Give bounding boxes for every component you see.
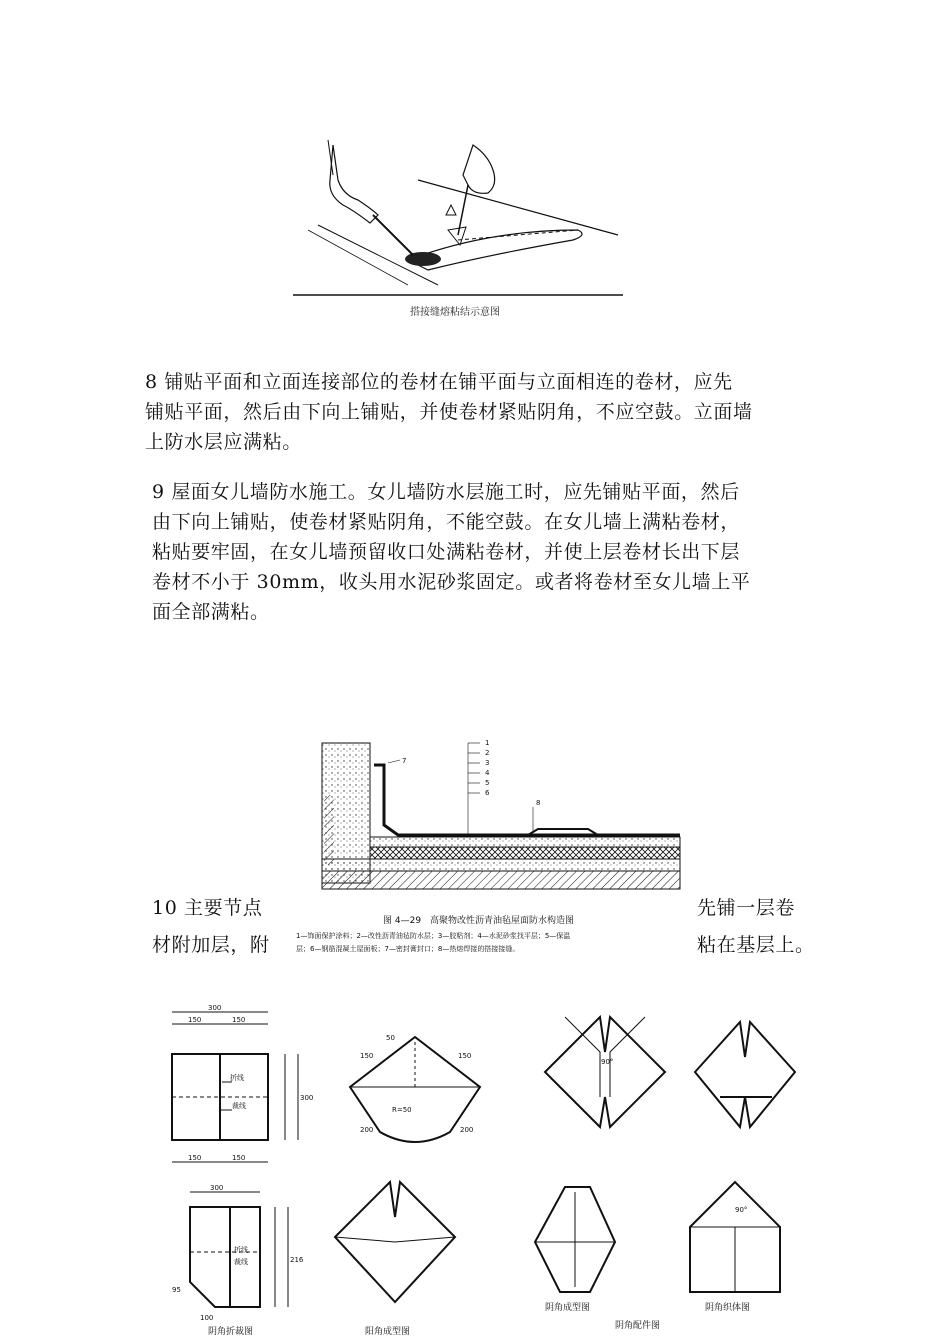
dim-label: 300 — [210, 1184, 224, 1192]
caption-inner-corner-parts: 阴角配件图 — [615, 1321, 661, 1331]
layer-number: 6 — [485, 789, 490, 797]
paragraph-9-line: 9 屋面女儿墙防水施工。女儿墙防水层施工时，应先铺贴平面，然后 — [152, 481, 740, 503]
figure1-caption: 搭接缝熔粘结示意图 — [410, 307, 500, 318]
paragraph-8 — [145, 367, 753, 457]
caption-inner-corner-shape: 阴角成型图 — [545, 1303, 591, 1313]
paragraph-10-line2-right: 粘在基层上。 — [697, 934, 815, 956]
paragraph-9-line: 卷材不小于 30mm，收头用水泥砂浆固定。或者将卷材至女儿墙上平 — [152, 571, 751, 593]
layer-number: 4 — [485, 769, 490, 777]
lap-seam-welding-drawing — [288, 135, 628, 320]
paragraph-10-line1-right: 先铺一层卷 — [697, 897, 796, 919]
layer-number: 1 — [485, 739, 490, 747]
dim-label: 150 — [188, 1154, 202, 1162]
dim-label: 150 — [188, 1016, 202, 1024]
cut-line-label: 裁线 — [234, 1258, 248, 1266]
dim-label: 150 — [232, 1016, 246, 1024]
paragraph-8-line: 8 铺贴平面和立面连接部位的卷材在铺平面与立面相连的卷材，应先 — [145, 371, 733, 393]
lap-seam-welding-figure — [288, 135, 628, 320]
fold-line-label: 折线 — [234, 1246, 248, 1254]
paragraph-9 — [152, 477, 750, 627]
dim-label: 300 — [208, 1004, 222, 1012]
corner-accessory-drawing — [160, 1002, 840, 1342]
fold-line-label: 折线 — [230, 1074, 244, 1082]
paragraph-9-line: 面全部满粘。 — [152, 601, 270, 623]
label-7: 7 — [402, 757, 407, 765]
dim-label: 200 — [360, 1126, 374, 1134]
label-8: 8 — [536, 799, 541, 807]
dim-label: 100 — [200, 1314, 214, 1322]
figure2-caption-line: 层；6—钢筋混凝土屋面板；7—密封膏封口；8—热熔焊接的搭接接缝。 — [296, 945, 520, 953]
figure2-caption-title: 图 4—29 高聚物改性沥青油毡屋面防水构造图 — [383, 916, 575, 926]
layer-number: 3 — [485, 759, 490, 767]
cut-line-label: 裁线 — [232, 1102, 246, 1110]
paragraph-8-line: 铺贴平面，然后由下向上铺贴，并使卷材紧贴阴角，不应空鼓。立面墙 — [145, 401, 753, 423]
corner-accessory-figure — [160, 1002, 840, 1342]
caption-outer-corner-shape: 阳角成型图 — [365, 1327, 411, 1337]
dim-label: 150 — [232, 1154, 246, 1162]
dim-label: 200 — [460, 1126, 474, 1134]
angle-label: 90° — [735, 1206, 748, 1214]
dim-label: 216 — [290, 1256, 304, 1264]
angle-label: 90° — [601, 1058, 614, 1066]
paragraph-8-line: 上防水层应满粘。 — [145, 431, 302, 453]
parapet-section-figure — [288, 735, 688, 960]
parapet-section-drawing — [288, 735, 688, 960]
paragraph-10-line2-left: 材附加层，附 — [152, 934, 270, 956]
dim-label: 150 — [458, 1052, 472, 1060]
layer-number: 2 — [485, 749, 490, 757]
dim-label: 95 — [172, 1286, 181, 1294]
paragraph-9-line: 由下向上铺贴，使卷材紧贴阴角，不能空鼓。在女儿墙上满粘卷材， — [152, 511, 741, 533]
dim-label: 300 — [300, 1094, 314, 1102]
layer-number: 5 — [485, 779, 490, 787]
caption-inner-corner-cut: 阴角折裁图 — [208, 1327, 254, 1337]
radius-label: R=50 — [392, 1106, 412, 1114]
dim-label: 50 — [386, 1034, 395, 1042]
dim-label: 150 — [360, 1052, 374, 1060]
figure2-caption-line: 1—饰面保护涂料；2—改性沥青油毡防水层；3—胶粘剂；4—水泥砂浆找平层；5—保温 — [296, 932, 571, 940]
caption-inner-corner-assembly: 阴角织体图 — [705, 1303, 751, 1313]
paragraph-9-line: 粘贴要牢固，在女儿墙预留收口处满粘卷材，并使上层卷材长出下层 — [152, 541, 741, 563]
paragraph-10-line1-left: 10 主要节点 — [152, 897, 263, 919]
